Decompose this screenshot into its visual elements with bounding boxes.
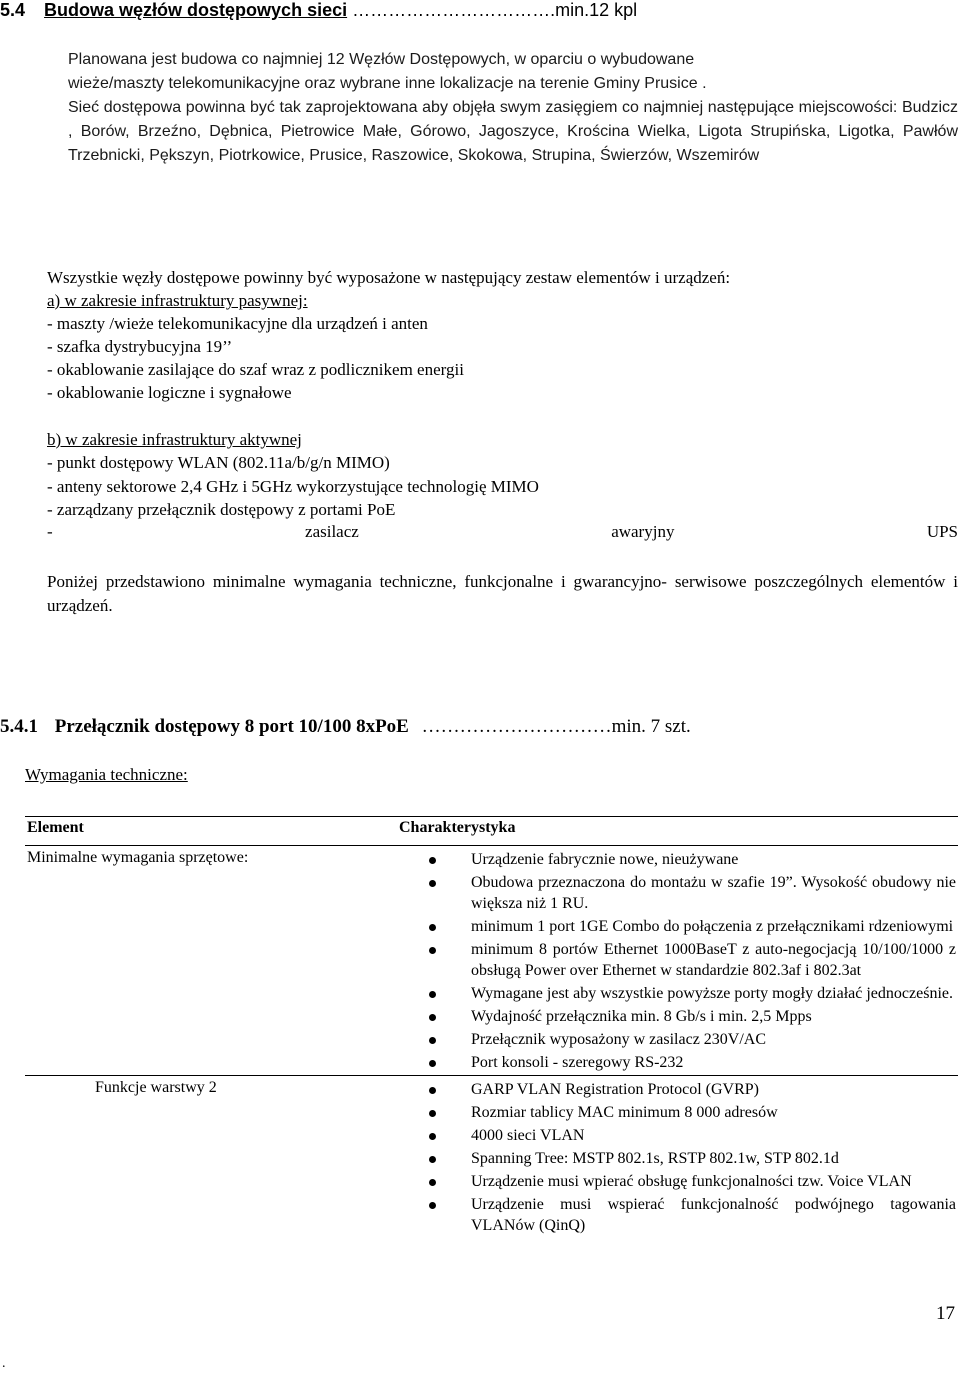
bullet-icon bbox=[429, 1037, 436, 1044]
bullet-icon bbox=[429, 1014, 436, 1021]
passive-item: - maszty /wieże telekomunikacyjne dla urządzeń i anten bbox=[47, 314, 428, 333]
bullet-icon bbox=[429, 924, 436, 931]
intro-line-2: wieże/maszty telekomunikacyjne oraz wybrane inne lokalizacje na terenie Gminy Prusice . bbox=[68, 75, 707, 92]
bullet-icon bbox=[429, 1133, 436, 1140]
list-item: minimum 1 port 1GE Combo do połączenia z przełącznikami rdzeniowymi bbox=[399, 916, 956, 937]
active-item: - anteny sektorowe 2,4 GHz i 5GHz wykorzystujące technologię MIMO bbox=[47, 477, 539, 496]
intro-line-1: Planowana jest budowa co najmniej 12 Węzłów Dostępowych, w oparciu o wybudowane bbox=[68, 51, 695, 68]
list-item: GARP VLAN Registration Protocol (GVRP) bbox=[399, 1079, 956, 1100]
active-heading: b) w zakresie infrastruktury aktywnej bbox=[47, 430, 302, 449]
passive-heading: a) w zakresie infrastruktury pasywnej: bbox=[47, 291, 308, 310]
subsection-number: 5.4.1 bbox=[0, 716, 38, 737]
footer-dot: . bbox=[2, 1356, 6, 1371]
list-item: Rozmiar tablicy MAC minimum 8 000 adresów bbox=[399, 1102, 956, 1123]
ups-word: UPS bbox=[926, 522, 958, 541]
row-label: Funkcje warstwy 2 bbox=[95, 1079, 217, 1096]
section-title: Budowa węzłów dostępowych sieci bbox=[44, 0, 348, 20]
section-dots: ……………………………. bbox=[352, 0, 556, 20]
row-label: Minimalne wymagania sprzętowe: bbox=[25, 846, 397, 1076]
list-item: Wymagane jest aby wszystkie powyższe porty mogły działać jednocześnie. bbox=[399, 983, 956, 1004]
section-number: 5.4 bbox=[0, 0, 26, 20]
passive-item: - okablowanie zasilające do szaf wraz z podlicznikem energii bbox=[47, 360, 464, 379]
table-row bbox=[25, 846, 958, 1076]
list-item: Obudowa przeznaczona do montażu w szafie 19”. Wysokość obudowy nie większa niż 1 RU. bbox=[399, 872, 956, 914]
intro-block bbox=[68, 48, 958, 168]
subsection-dots: ………………………… bbox=[421, 716, 612, 737]
list-item: 4000 sieci VLAN bbox=[399, 1125, 956, 1146]
bullet-icon bbox=[429, 880, 436, 887]
bullet-icon bbox=[429, 947, 436, 954]
subsection-title: Przełącznik dostępowy 8 port 10/100 8xPoE bbox=[54, 716, 409, 737]
tech-req-label: Wymagania techniczne: bbox=[25, 765, 188, 784]
bullet-icon bbox=[429, 1060, 436, 1067]
table-header-row bbox=[25, 817, 958, 846]
bullet-icon bbox=[429, 857, 436, 864]
active-item: - zarządzany przełącznik dostępowy z portami PoE bbox=[47, 500, 396, 519]
ups-word: zasilacz bbox=[305, 522, 359, 541]
ups-word: - bbox=[47, 522, 53, 541]
subsection-quantity: min. 7 szt. bbox=[611, 716, 691, 737]
passive-item: - okablowanie logiczne i sygnałowe bbox=[47, 383, 292, 402]
list-item: Przełącznik wyposażony w zasilacz 230V/AC bbox=[399, 1029, 956, 1050]
list-item: Spanning Tree: MSTP 802.1s, RSTP 802.1w, STP 802.1d bbox=[399, 1148, 956, 1169]
row-items bbox=[397, 846, 958, 1076]
list-item: Urządzenie musi wspierać funkcjonalność podwójnego tagowania VLANów (QinQ) bbox=[399, 1194, 956, 1236]
ups-word: awaryjny bbox=[611, 522, 675, 541]
localities-paragraph: Sieć dostępowa powinna być tak zaprojektowana aby objęła swym zasięgiem co najmniej następujące miejscowości: Budzicz , Borów, Brzeźno, Dębnica, Pietrowice Małe, Górowo, Jagoszyce, Krościna Wielka, Ligota Strupińska, Ligotka, Pawłów Trzebnicki, Pększyn, Piotrkowice, Prusice, Raszowice, Skokowa, Strupina, Świerzów, Wszemirów bbox=[68, 99, 958, 164]
table-row bbox=[25, 1076, 958, 1239]
section-quantity: min.12 kpl bbox=[555, 0, 638, 20]
bullet-icon bbox=[429, 1202, 436, 1209]
page-number: 17 bbox=[936, 1303, 955, 1324]
bullet-icon bbox=[429, 1087, 436, 1094]
requirements-table bbox=[25, 816, 958, 1238]
col-characteristics-header: Charakterystyka bbox=[397, 817, 958, 846]
list-item: Port konsoli - szeregowy RS-232 bbox=[399, 1052, 956, 1073]
requirements-intro: Poniżej przedstawiono minimalne wymagania techniczne, funkcjonalne i gwarancyjno- serwisowe poszczególnych elementów i urządzeń. bbox=[47, 572, 958, 615]
list-item: minimum 8 portów Ethernet 1000BaseT z auto-negocjacją 10/100/1000 z obsługą Power over Ethernet w standardzie 802.3af i 802.3at bbox=[399, 939, 956, 981]
passive-item: - szafka dystrybucyjna 19’’ bbox=[47, 337, 233, 356]
active-item: - punkt dostępowy WLAN (802.11a/b/g/n MIMO) bbox=[47, 453, 390, 472]
section-heading bbox=[0, 0, 637, 21]
bullet-icon bbox=[429, 1179, 436, 1186]
bullet-icon bbox=[429, 1110, 436, 1117]
subsection-heading bbox=[0, 716, 691, 738]
bullet-icon bbox=[429, 1156, 436, 1163]
equipment-heading: Wszystkie węzły dostępowe powinny być wyposażone w następujący zestaw elementów i urządzeń: bbox=[47, 268, 731, 287]
row-items bbox=[397, 1076, 958, 1239]
col-element-header: Element bbox=[25, 817, 397, 846]
list-item: Wydajność przełącznika min. 8 Gb/s i min. 2,5 Mpps bbox=[399, 1006, 956, 1027]
bullet-icon bbox=[429, 991, 436, 998]
list-item: Urządzenie musi wpierać obsługę funkcjonalności tzw. Voice VLAN bbox=[399, 1171, 956, 1192]
list-item: Urządzenie fabrycznie nowe, nieużywane bbox=[399, 849, 956, 870]
ups-line bbox=[47, 522, 958, 542]
